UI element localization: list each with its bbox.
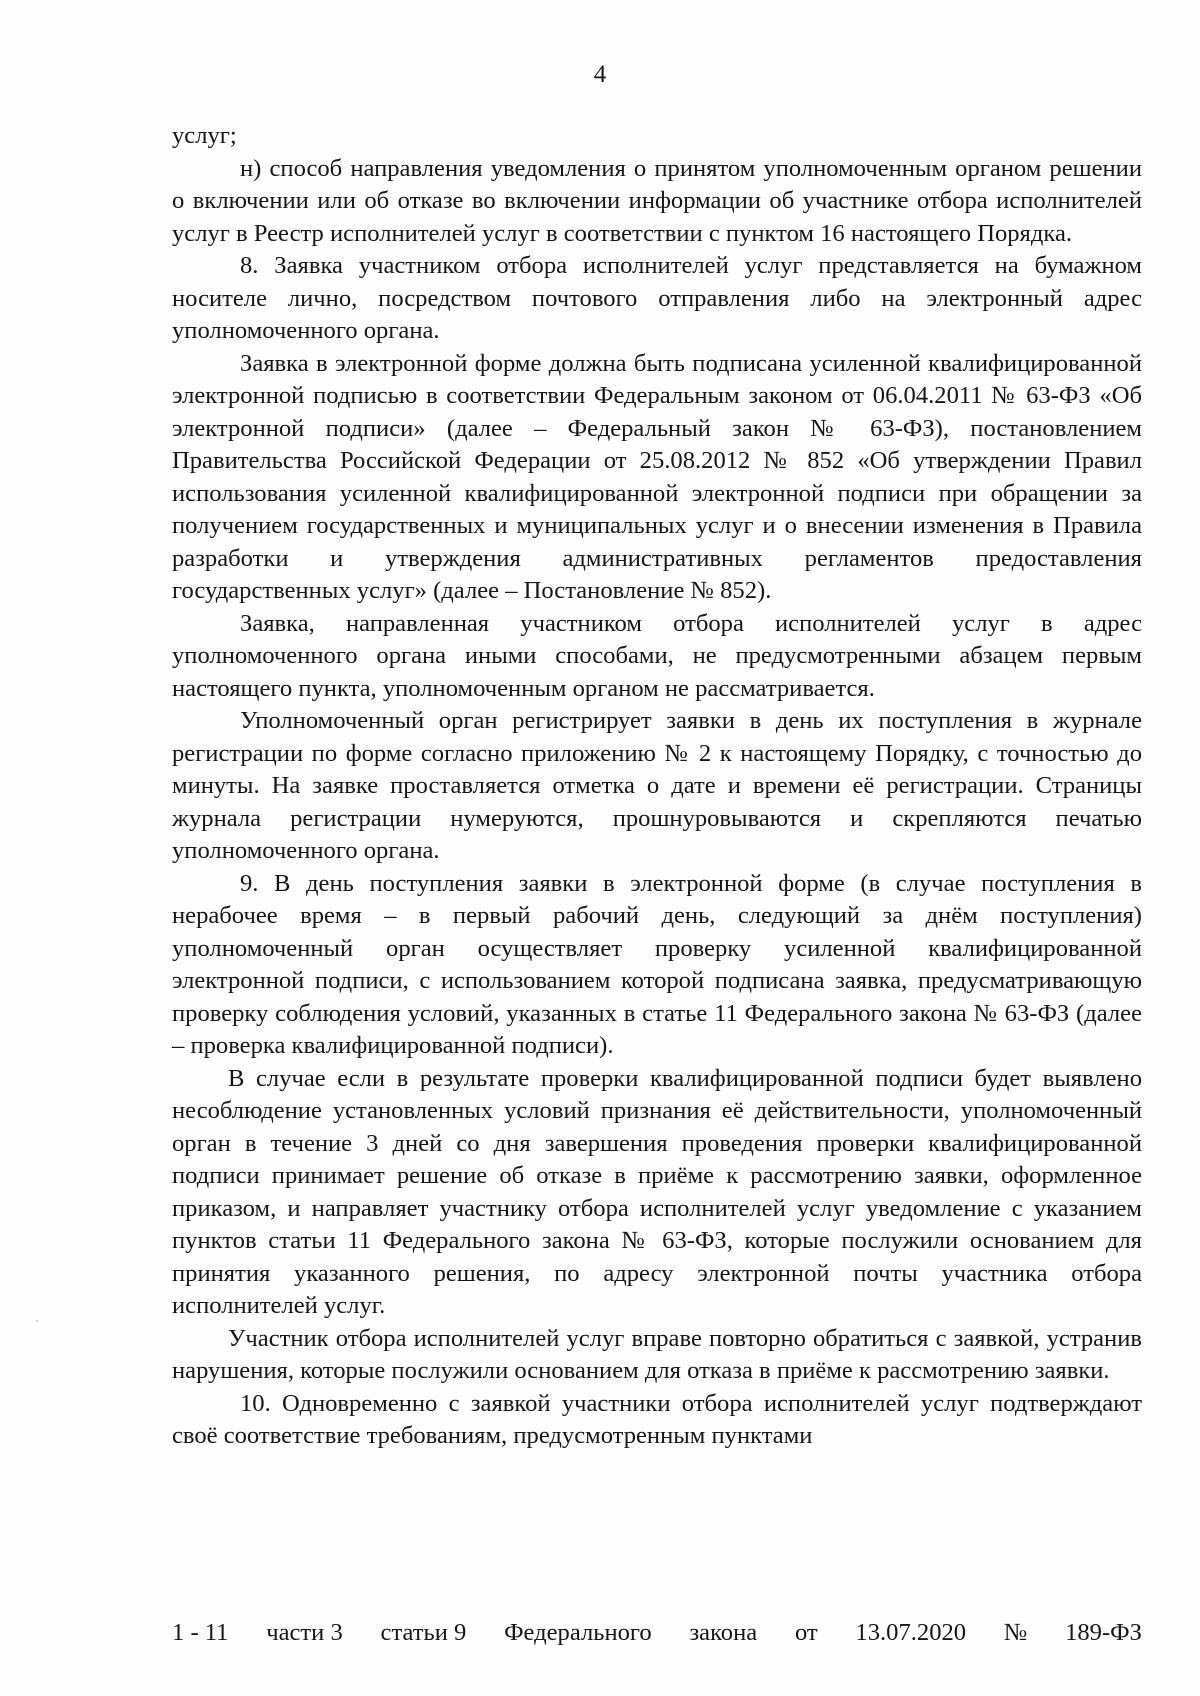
document-body: [172, 120, 1142, 1453]
last-line-word: от: [794, 1619, 818, 1646]
paragraph-clause-10: 10. Одновременно с заявкой участники отбора исполнителей услуг подтверждают своё соответствие требованиям, предусмотренным пунктами: [172, 1389, 1142, 1449]
paragraph-other-methods: Заявка, направленная участником отбора исполнителей услуг в адрес уполномоченного органа иными способами, не предусмотренными абзацем первым настоящего пункта, уполномоченным органом не рассматривается.: [172, 609, 1142, 702]
last-line-word: закона: [689, 1619, 758, 1646]
paragraph-resubmission: Участник отбора исполнителей услуг вправе повторно обратиться с заявкой, устранив нарушения, которые послужили основанием для отказа в приёме к рассмотрению заявки.: [172, 1324, 1142, 1384]
last-line-word: 189-ФЗ: [1065, 1619, 1142, 1646]
paragraph-electronic-signature: Заявка в электронной форме должна быть подписана усиленной квалифицированной электронной подписью в соответствии Федеральным законом от 06.04.2011 № 63-ФЗ «Об электронной подписи» (далее – Федеральный закон № 63-ФЗ), постановлением Правительства Российской Федерации от 25.08.2012 № 852 «Об утверждении Правил использования усиленной квалифицированной электронной подписи при обращении за получением государственных и муниципальных услуг и о внесении изменения в Правила разработки и утверждения административных регламентов предоставления государственных услуг» (далее – Постановление № 852).: [172, 349, 1142, 604]
paragraph-clause-10-last-line: [172, 1617, 1142, 1650]
scan-dust-mark: [36, 1320, 38, 1322]
last-line-word: 1 - 11: [172, 1619, 229, 1646]
last-line-word: 13.07.2020: [855, 1619, 967, 1646]
paragraph-services-end: услуг;: [172, 122, 237, 149]
last-line-word: статьи 9: [380, 1619, 467, 1646]
last-line-word: Федерального: [504, 1619, 652, 1646]
paragraph-item-n: н) способ направления уведомления о принятом уполномоченным органом решении о включении или об отказе во включении информации об участнике отбора исполнителей услуг в Реестр исполнителей услуг в соответствии с пунктом 16 настоящего Порядка.: [172, 154, 1142, 247]
page-number: 4: [593, 61, 607, 88]
paragraph-clause-9: 9. В день поступления заявки в электронной форме (в случае поступления в нерабочее время – в первый рабочий день, следующий за днём поступления) уполномоченный орган осуществляет проверку усиленной квалифицированной электронной подписи, с использованием которой подписана заявка, предусматривающую проверку соблюдения условий, указанных в статье 11 Федерального закона № 63-ФЗ (далее – проверка квалифицированной подписи).: [172, 869, 1142, 1059]
paragraph-verification-failure: В случае если в результате проверки квалифицированной подписи будет выявлено несоблюдение установленных условий признания её действительности, уполномоченный орган в течение 3 дней со дня завершения проведения проверки квалифицированной подписи принимает решение об отказе в приёме к рассмотрению заявки, оформленное приказом, и направляет участнику отбора исполнителей услуг уведомление с указанием пунктов статьи 11 Федерального закона № 63-ФЗ, которые послужили основанием для принятия указанного решения, по адресу электронной почты участника отбора исполнителей услуг.: [172, 1064, 1142, 1319]
paragraph-clause-8: 8. Заявка участником отбора исполнителей услуг представляется на бумажном носителе лично, посредством почтового отправления либо на электронный адрес уполномоченного органа.: [172, 252, 1142, 344]
last-line-word: части 3: [266, 1619, 343, 1646]
last-line-word: №: [1003, 1619, 1028, 1646]
paragraph-registration: Уполномоченный орган регистрирует заявки в день их поступления в журнале регистрации по форме согласно приложению № 2 к настоящему Порядку, с точностью до минуты. На заявке проставляется отметка о дате и времени её регистрации. Страницы журнала регистрации нумеруются, прошнуровываются и скрепляются печатью уполномоченного органа.: [172, 707, 1142, 864]
